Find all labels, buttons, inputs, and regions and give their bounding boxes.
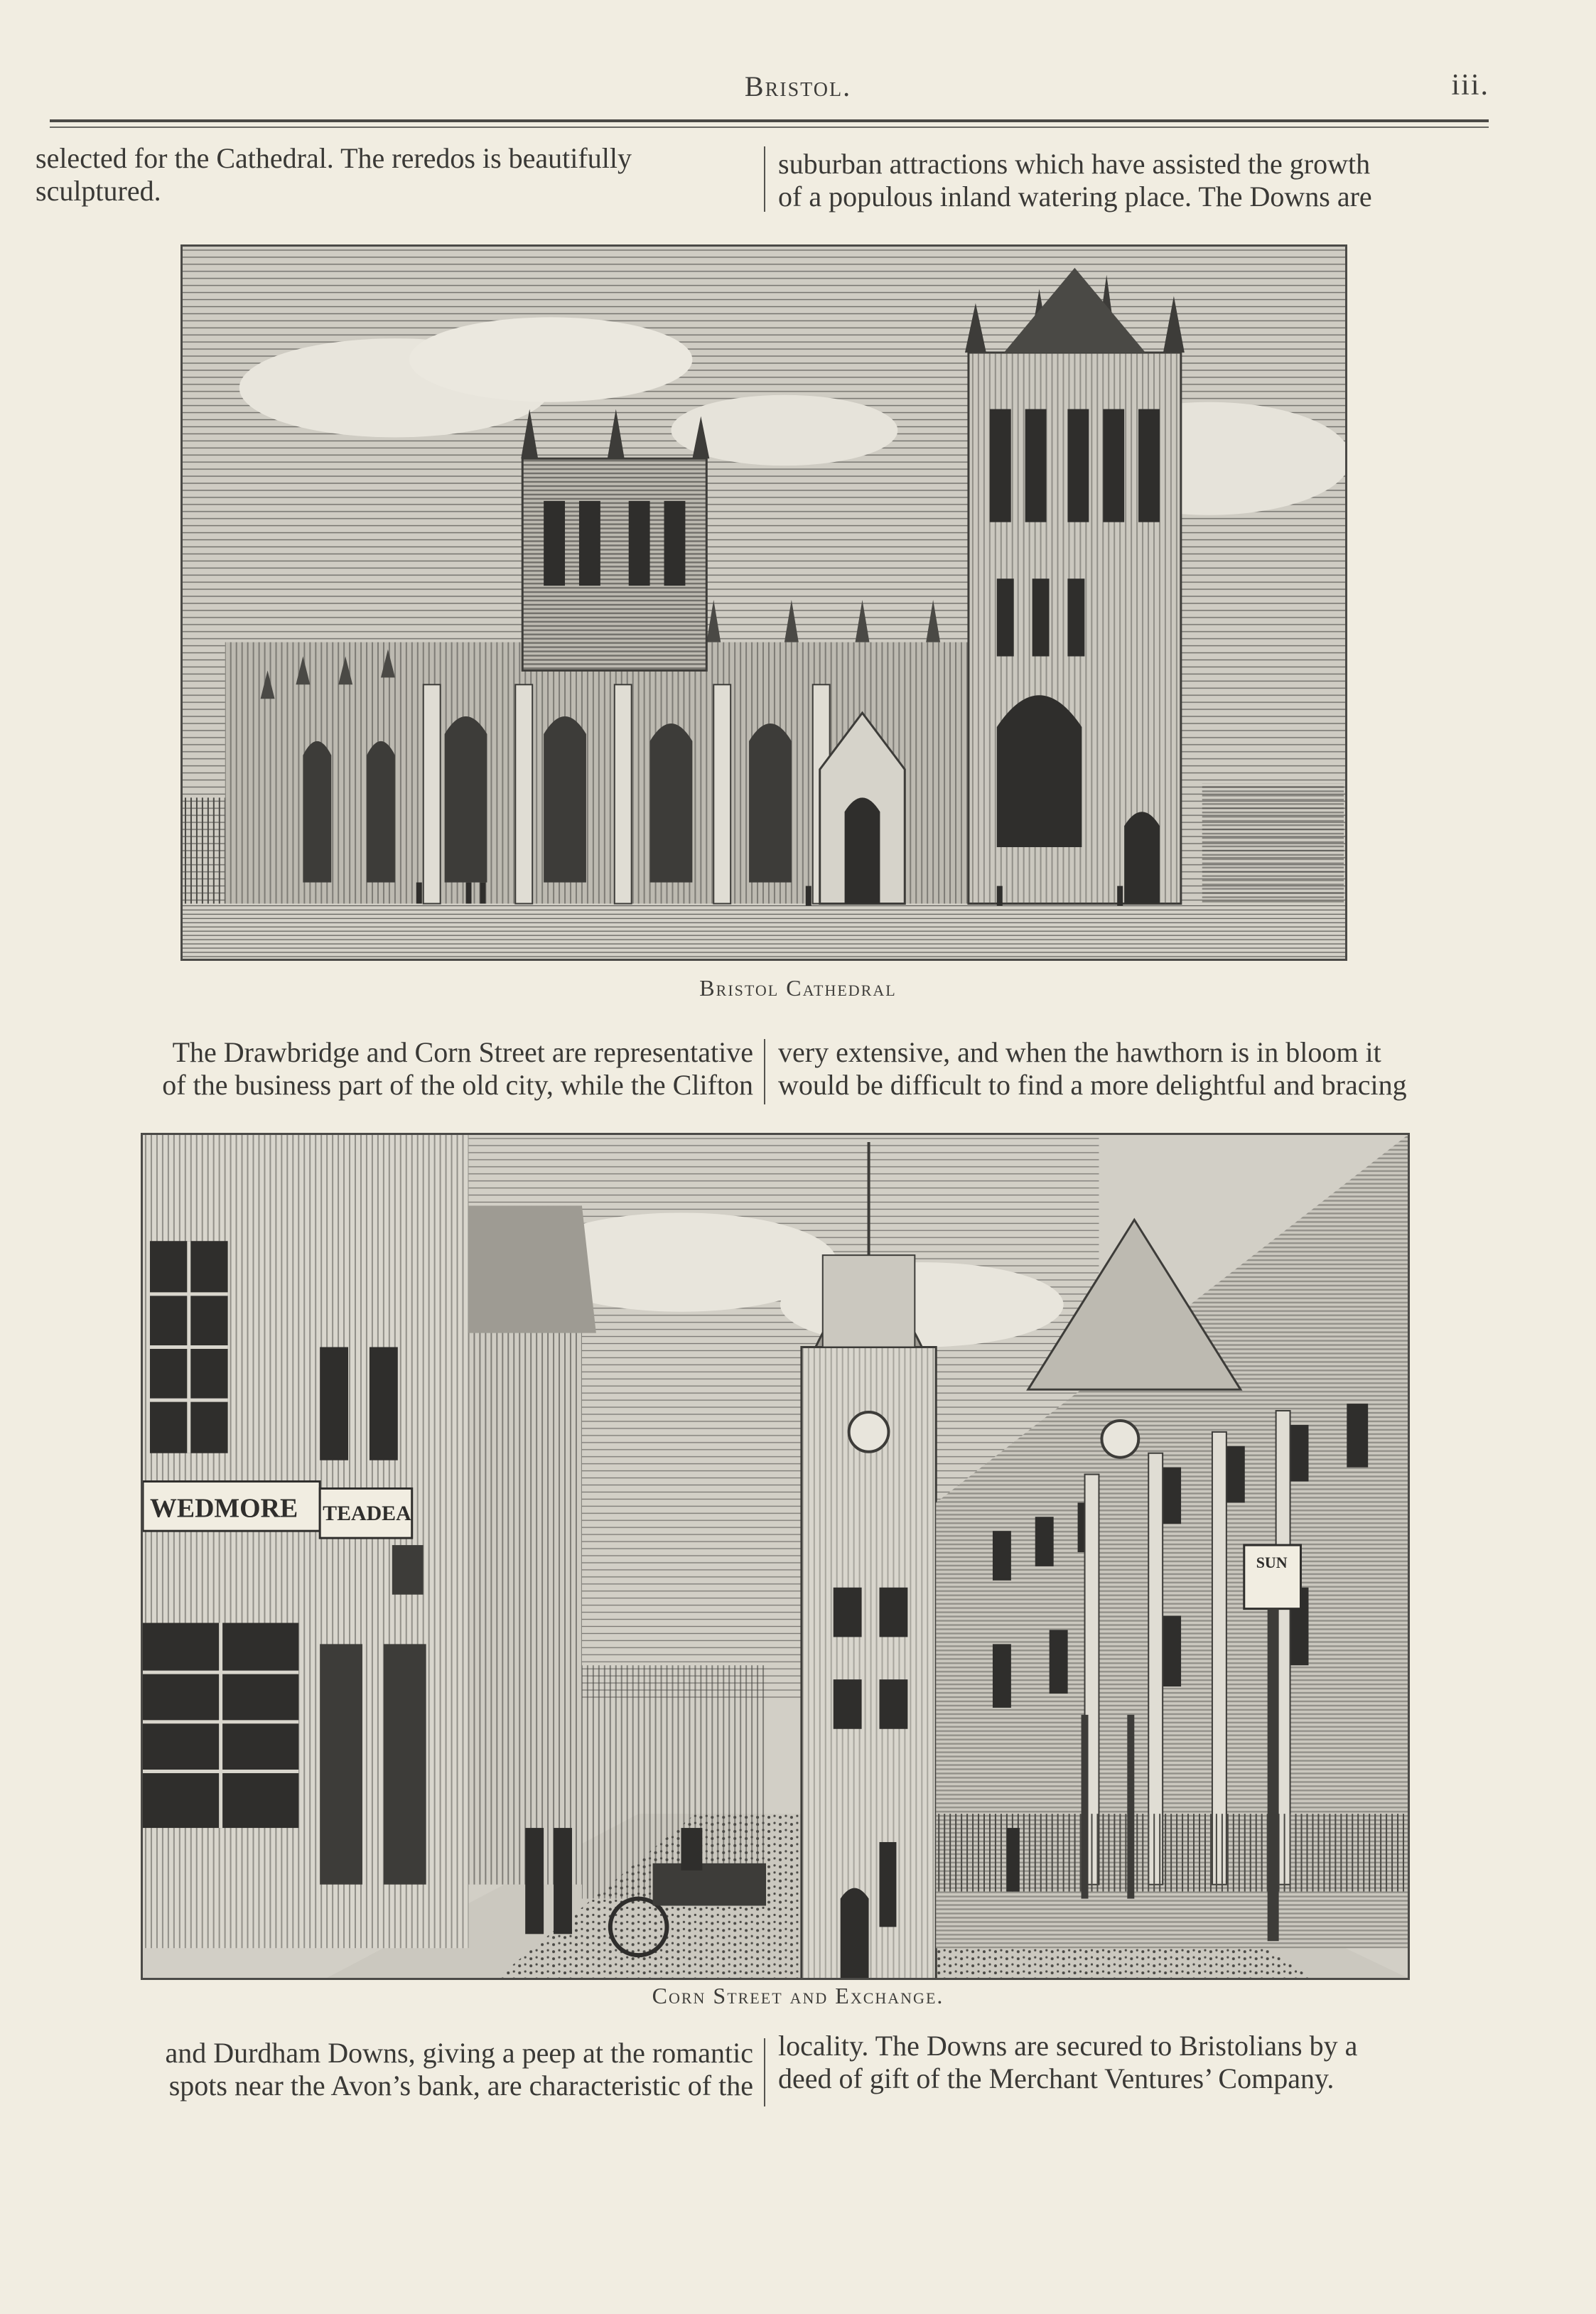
corn-street-illustration (143, 1135, 1408, 1978)
figure-caption-corn-street: Corn Street and Exchange. (652, 1983, 944, 2008)
header-rule-thin (50, 127, 1489, 128)
text-column-right (778, 1036, 1489, 1102)
text-column-right (778, 148, 1489, 213)
cathedral-illustration (183, 247, 1345, 959)
text-column-left (36, 2037, 753, 2102)
text-line: suburban attractions which have assisted the growth (778, 148, 1371, 180)
cathedral-engraving (180, 244, 1347, 961)
text-line: and Durdham Downs, giving a peep at the romantic (165, 2037, 753, 2069)
text-column-left (36, 142, 753, 208)
shop-sign-text: WEDMORE (149, 1493, 298, 1524)
text-line: of a populous inland watering place. The Downs are (778, 181, 1372, 212)
text-line: The Drawbridge and Corn Street are representative (172, 1036, 753, 1068)
text-line: selected for the Cathedral. The reredos is beautifully (36, 142, 632, 174)
text-line: deed of gift of the Merchant Ventures’ Company. (778, 2062, 1335, 2094)
text-line: of the business part of the old city, while the Clifton (162, 1069, 753, 1101)
corn-street-engraving (141, 1133, 1410, 1980)
page-number: iii. (1451, 69, 1489, 102)
header-rule (50, 119, 1489, 122)
column-divider (764, 2038, 765, 2106)
text-line: spots near the Avon’s bank, are characteristic of the (168, 2070, 753, 2102)
text-line: locality. The Downs are secured to Bristolians by a (778, 2030, 1358, 2062)
shop-sign-secondary-text: TEADEA (323, 1502, 411, 1526)
column-divider (764, 1039, 765, 1104)
text-column-right (778, 2030, 1489, 2095)
text-column-left (36, 1036, 753, 1102)
text-line: would be difficult to find a more delightful and bracing (778, 1069, 1407, 1101)
text-line: sculptured. (36, 175, 161, 207)
running-head-title: Bristol. (744, 70, 852, 102)
column-divider (764, 146, 765, 212)
figure-caption-cathedral: Bristol Cathedral (699, 975, 897, 1001)
text-line: very extensive, and when the hawthorn is in bloom it (778, 1036, 1381, 1068)
fire-office-sign-text: SUN (1256, 1553, 1288, 1571)
